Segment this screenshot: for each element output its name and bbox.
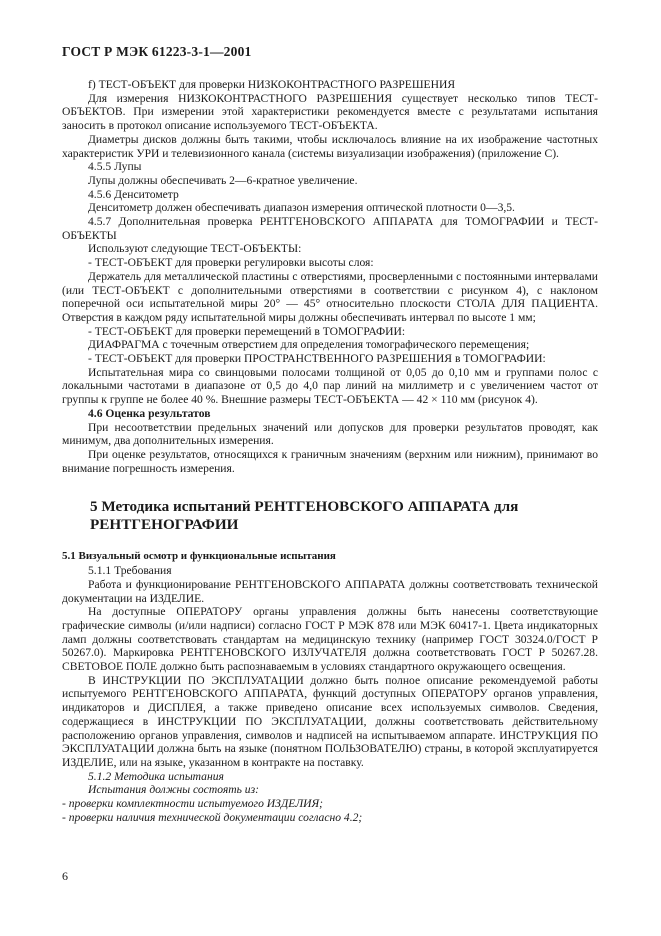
section-title: 5 Методика испытаний РЕНТГЕНОВСКОГО АППАРАТА для РЕНТГЕНОГРАФИИ — [90, 498, 519, 534]
paragraph: Работа и функционирование РЕНТГЕНОВСКОГО АППАРАТА должны соответствовать технической документации на ИЗДЕЛИЕ. — [62, 577, 598, 605]
document-header: ГОСТ Р МЭК 61223-3-1—2001 — [62, 44, 252, 59]
subsection-heading: 5.1.1 Требования — [88, 564, 172, 578]
document-page — [62, 44, 598, 824]
subsection-heading: 4.5.6 Денситометр — [88, 187, 179, 201]
paragraph: Для измерения НИЗКОКОНТРАСТНОГО РАЗРЕШЕНИЯ существует несколько типов ТЕСТ-ОБЪЕКТОВ. При измерении этой характеристики рекомендуется вместе с результатами испытания заносить в протокол описание используемого ТЕСТ-ОБЪЕКТА. — [62, 91, 598, 133]
paragraph: Денситометр должен обеспечивать диапазон измерения оптической плотности 0—3,5. — [88, 201, 515, 215]
paragraph: ДИАФРАГМА с точечным отверстием для определения томографического перемещения; — [88, 338, 530, 352]
list-item: - ТЕСТ-ОБЪЕКТ для проверки регулировки высоты слоя: — [88, 256, 374, 270]
paragraph: На доступные ОПЕРАТОРУ органы управления должны быть нанесены соответствующие графические символы (и/или надписи) согласно ГОСТ Р МЭК 878 или МЭК 60417-1. Цвета индикаторных ламп должны соответствовать стандартам на медицинскую технику (например ГОСТ 30324.0/ГОСТ Р 50267.0). Маркировка РЕНТГЕНОВСКОГО ИЗЛУЧАТЕЛЯ должна соответствовать ГОСТ Р 50267.28. СВЕТОВОЕ ПОЛЕ должно быть распознаваемым в условиях стандартного окружающего освещения. — [62, 605, 598, 674]
paragraph: Испытательная мира со свинцовыми полосами толщиной от 0,05 до 0,10 мм и группами полос с локальными частотами в диапазоне от 0,5 до 4,0 пар линий на миллиметр и с увеличением частот от группы к группе не более 40 %. Внешние размеры ТЕСТ-ОБЪЕКТА — 42 × 110 мм (рисунок 4). — [62, 365, 598, 407]
paragraph: При оценке результатов, относящихся к граничным значениям (верхним или нижним), принимают во внимание погрешность измерения. — [62, 447, 598, 475]
paragraph: Испытания должны состоять из: — [88, 783, 259, 797]
paragraph: Держатель для металлической пластины с отверстиями, просверленными с постоянными интервалами (или ТЕСТ-ОБЪЕКТ с дополнительными отверстиями в соответствии с рисунком 4), с наклоном поперечной оси испытательной миры 20° — 45° относительно плоскости СТОЛА ДЛЯ ПАЦИЕНТА. Отверстия в каждом ряду испытательной миры должны обеспечивать интервал по высоте 1 мм; — [62, 269, 598, 324]
paragraph: Диаметры дисков должны быть такими, чтобы исключалось влияние на их изображение частотных характеристик УРИ и телевизионного канала (системы визуализации изображения) (приложение С). — [62, 132, 598, 160]
page-number: 6 — [62, 869, 68, 883]
subsection-heading: 5.1.2 Методика испытания — [88, 769, 224, 783]
list-item: - проверки наличия технической документации согласно 4.2; — [62, 810, 363, 824]
list-item: - ТЕСТ-ОБЪЕКТ для проверки перемещений в ТОМОГРАФИИ: — [88, 324, 406, 338]
subsection-heading: 4.5.5 Лупы — [88, 160, 142, 174]
paragraph: В ИНСТРУКЦИИ ПО ЭКСПЛУАТАЦИИ должно быть полное описание рекомендуемой работы испытуемого РЕНТГЕНОВСКОГО АППАРАТА, функций доступных ОПЕРАТОРУ органов управления, индикаторов и ДИСПЛЕЯ, а также приведено описание всех используемых символов. Сведения, содержащиеся в ИНСТРУКЦИИ ПО ЭКСПЛУАТАЦИИ, должны соответствовать действительному расположению органов управления, символов и надписей на испытываемом аппарате. ИНСТРУКЦИЯ ПО ЭКСПЛУАТАЦИИ должна быть на языке (понятном ПОЛЬЗОВАТЕЛЮ) страны, в которой эксплуатируется ИЗДЕЛИЕ, или на языке, указанном в контракте на поставку. — [62, 673, 598, 769]
paragraph: f) ТЕСТ-ОБЪЕКТ для проверки НИЗКОКОНТРАСТНОГО РАЗРЕШЕНИЯ — [88, 78, 456, 91]
subsection-heading: 5.1 Визуальный осмотр и функциональные испытания — [62, 550, 336, 563]
subsection-heading: 4.6 Оценка результатов — [88, 406, 211, 420]
paragraph: Лупы должны обеспечивать 2—6-кратное увеличение. — [88, 173, 358, 187]
list-item: - ТЕСТ-ОБЪЕКТ для проверки ПРОСТРАНСТВЕННОГО РАЗРЕШЕНИЯ в ТОМОГРАФИИ: — [88, 352, 546, 366]
list-item: - проверки комплектности испытуемого ИЗДЕЛИЯ; — [62, 797, 324, 811]
paragraph: Используют следующие ТЕСТ-ОБЪЕКТЫ: — [88, 242, 302, 256]
subsection-heading: 4.5.7 Дополнительная проверка РЕНТГЕНОВСКОГО АППАРАТА для ТОМОГРАФИИ и ТЕСТ-ОБЪЕКТЫ — [62, 215, 598, 242]
paragraph: При несоответствии предельных значений или допусков для проверки результатов проводят, как минимум, два дополнительных измерения. — [62, 420, 598, 448]
